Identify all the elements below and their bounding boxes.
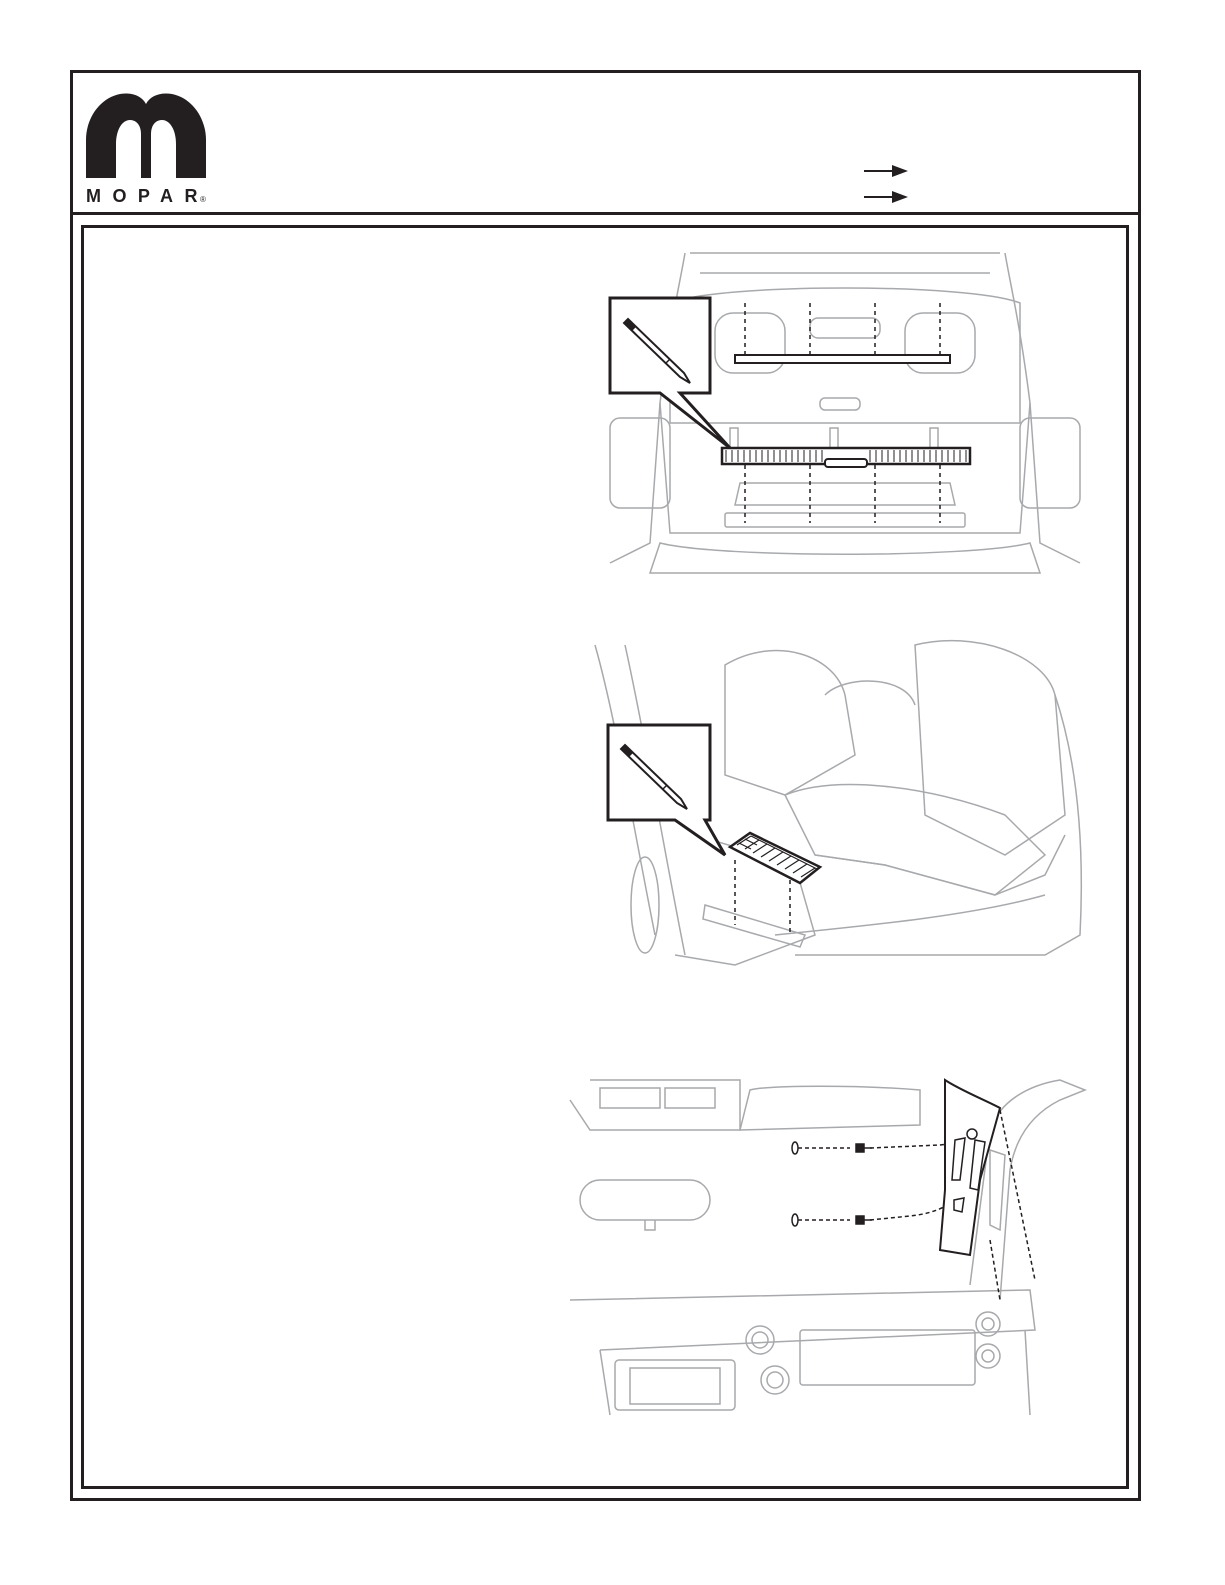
a-pillar-trim-illustration: [560, 1070, 1100, 1420]
arrow-right-icon: [862, 190, 910, 204]
mopar-logo: [80, 90, 212, 208]
rear-cargo-sill-illustration: [600, 243, 1090, 593]
rear-door-sill-illustration: [575, 635, 1095, 985]
mopar-m-icon: [86, 93, 206, 178]
header-divider: [70, 212, 1141, 215]
screw-icon: [856, 1144, 872, 1224]
brand-name: MOPAR: [86, 186, 198, 206]
arrow-right-icon: [862, 164, 910, 178]
registered-mark: ®: [200, 195, 206, 204]
